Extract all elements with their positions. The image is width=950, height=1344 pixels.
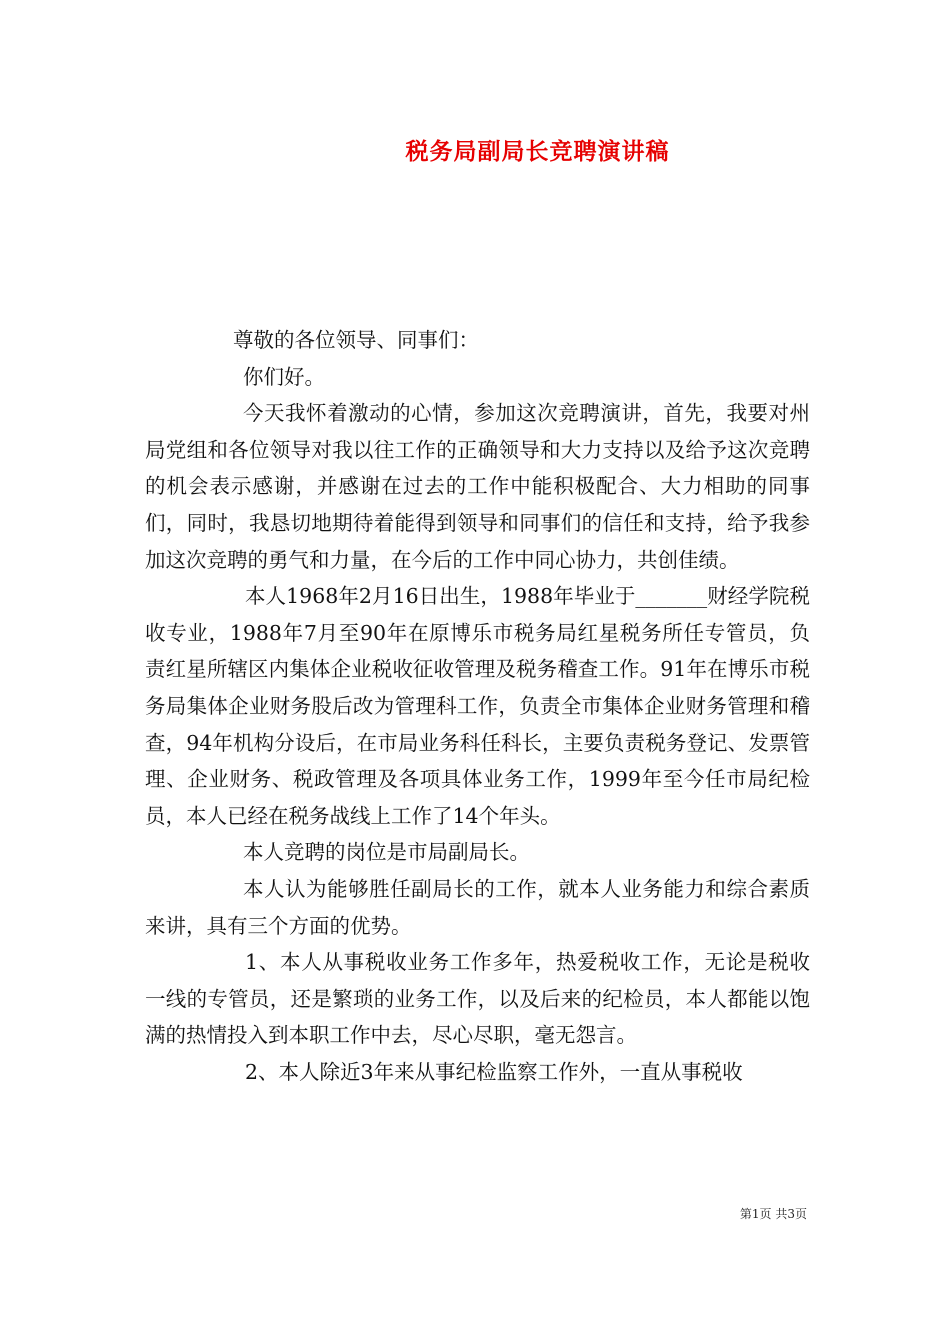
paragraph-point-1: 1、本人从事税收业务工作多年，热爱税收工作，无论是税收一线的专管员，还是繁琐的业务工作，以及后来的纪检员，本人都能以饱满的热情投入到本职工作中去，尽心尽职，毫无怨言。 (145, 950, 810, 1048)
document-body (145, 322, 810, 1090)
paragraph-resume: 本人1968年2月16日出生，1988年毕业于_______财经学院税收专业，1988年7月至90年在原博乐市税务局红星税务所任专管员，负责红星所辖区内集体企业税收征收管理及税务稽查工作。91年在博乐市税务局集体企业财务股后改为管理科工作，负责全市集体企业财务管理和稽查，94年机构分设后，在市局业务科任科长，主要负责税务登记、发票管理、企业财务、税政管理及各项具体业务工作，1999年至今任市局纪检员，本人已经在税务战线上工作了14个年头。 (145, 584, 810, 828)
paragraph-thanks: 今天我怀着激动的心情，参加这次竞聘演讲，首先，我要对州局党组和各位领导对我以往工作的正确领导和大力支持以及给予这次竞聘的机会表示感谢，并感谢在过去的工作中能积极配合、大力相助的同事们，同时，我恳切地期待着能得到领导和同事们的信任和支持，给予我参加这次竞聘的勇气和力量，在今后的工作中同心协力，共创佳绩。 (145, 401, 810, 572)
paragraph-point-2: 2、本人除近3年来从事纪检监察工作外，一直从事税收 (245, 1059, 743, 1084)
salutation: 尊敬的各位领导、同事们： (233, 328, 479, 352)
page-number: 第1页 共3页 (739, 1207, 807, 1221)
paragraph-position: 本人竞聘的岗位是市局副局长。 (243, 840, 530, 865)
paragraph-advantages: 本人认为能够胜任副局长的工作，就本人业务能力和综合素质来讲，具有三个方面的优势。 (145, 876, 810, 938)
document-title: 税务局副局长竞聘演讲稿 (405, 138, 670, 165)
greeting: 你们好。 (243, 364, 325, 389)
